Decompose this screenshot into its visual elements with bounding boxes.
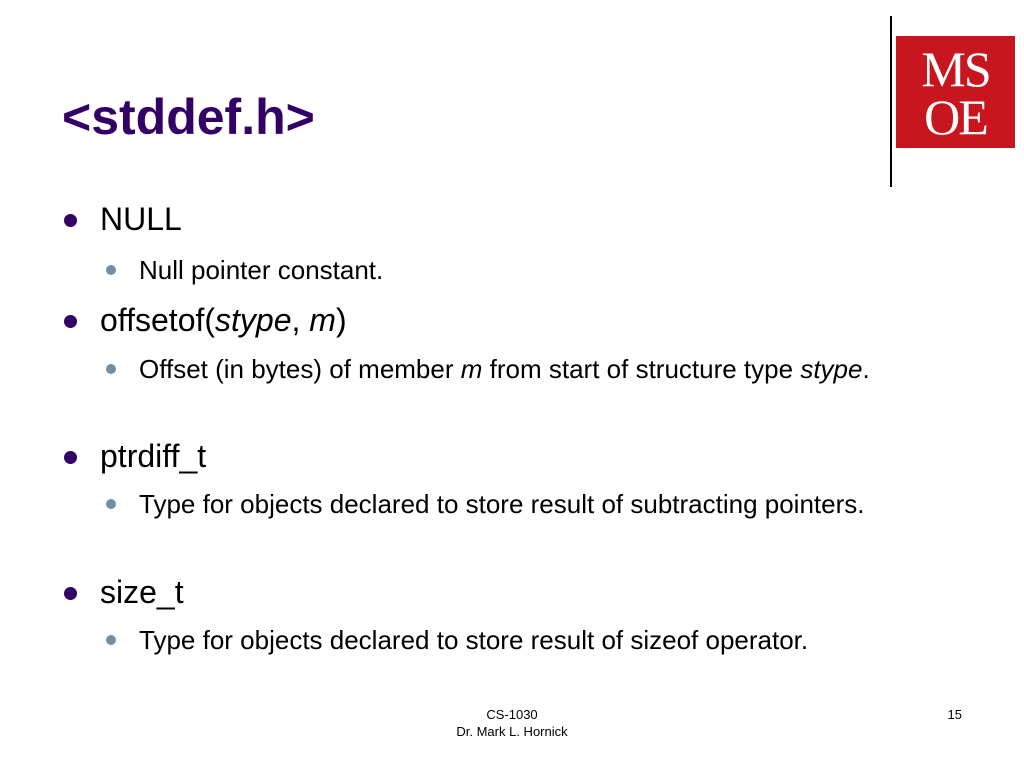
sub-bullet-text: Type for objects declared to store result of sizeof operator.: [139, 625, 809, 655]
sub-bullet-text-end: .: [862, 354, 870, 384]
logo-line-bottom: OE: [924, 89, 987, 145]
sub-bullet-size-t: [139, 621, 939, 659]
bullet-size-t: [100, 576, 184, 608]
bullet-arg-stype: stype: [215, 302, 292, 338]
sub-bullet-dot: [106, 364, 116, 374]
sub-bullet-dot: [106, 635, 116, 645]
bullet-arg-separator: ,: [291, 302, 310, 338]
bullet-close-paren: ): [335, 302, 347, 338]
footer-author: Dr. Mark L. Hornick: [456, 724, 568, 739]
footer-center: [412, 706, 612, 740]
sub-bullet-offsetof: [139, 350, 939, 388]
bullet-term: size_t: [100, 574, 184, 610]
bullet-ptrdiff-t: [100, 440, 206, 472]
bullet-term: NULL: [100, 201, 182, 237]
sub-bullet-text-part1: Offset (in bytes) of member: [139, 354, 461, 384]
bullet-dot: [64, 587, 77, 600]
bullet-null: [100, 203, 182, 235]
sub-bullet-var-m: m: [460, 354, 483, 384]
bullet-term: ptrdiff_t: [100, 438, 207, 474]
bullet-term: offsetof(: [100, 302, 216, 338]
sub-bullet-dot: [106, 265, 116, 275]
sub-bullet-text-part2: from start of structure type: [482, 354, 801, 384]
page-number: 15: [947, 707, 962, 722]
bullet-arg-m: m: [309, 302, 336, 338]
bullet-dot: [64, 451, 77, 464]
slide-title: <stddef.h>: [62, 89, 315, 145]
sub-bullet-ptrdiff-t: [139, 485, 939, 523]
sub-bullet-var-stype: stype: [800, 354, 863, 384]
logo-line-top: MS: [921, 41, 990, 97]
bullet-dot: [64, 214, 77, 227]
sub-bullet-text: Null pointer constant.: [139, 255, 384, 285]
sub-bullet-null: [139, 251, 939, 289]
bullet-offsetof: [100, 304, 347, 336]
bullet-dot: [64, 315, 77, 328]
sub-bullet-text: Type for objects declared to store result of subtracting pointers.: [139, 489, 865, 519]
footer-course: CS-1030: [486, 707, 538, 722]
sub-bullet-dot: [106, 499, 116, 509]
